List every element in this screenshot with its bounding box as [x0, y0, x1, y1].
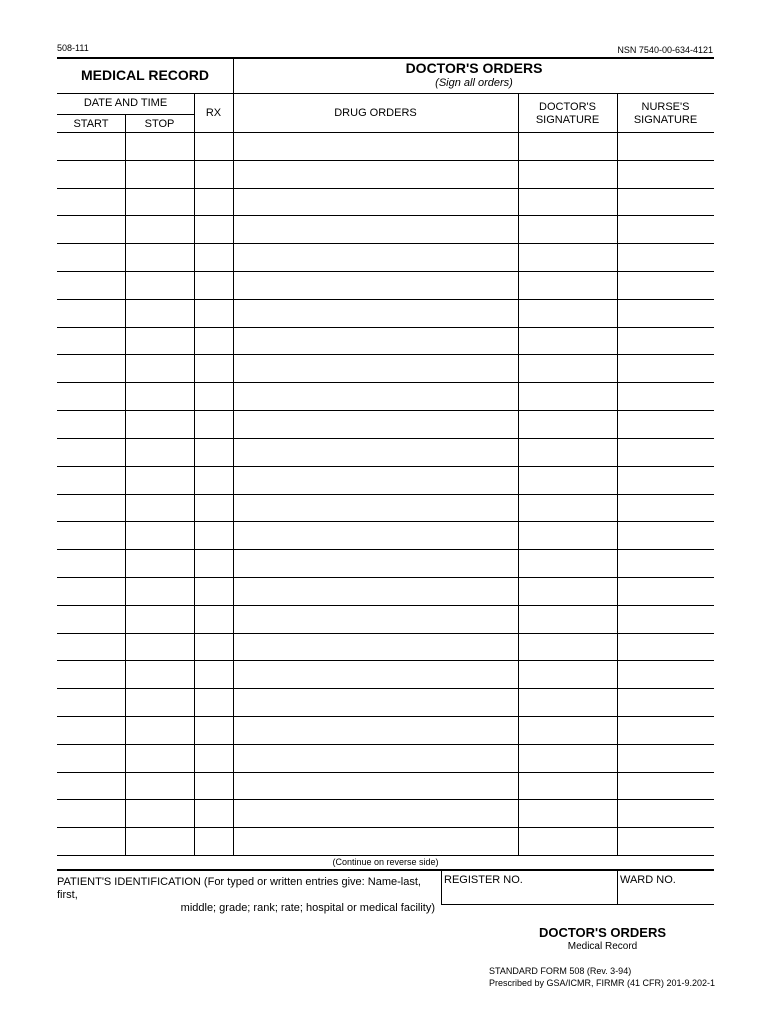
start-header: START: [73, 118, 109, 130]
page-title: DOCTOR'S ORDERS: [405, 60, 543, 76]
drug-order-cell[interactable]: [233, 243, 518, 271]
rx-cell[interactable]: [194, 772, 233, 800]
rx-cell[interactable]: [194, 466, 233, 494]
continue-note: (Continue on reverse side): [332, 857, 439, 867]
stop-cell[interactable]: [125, 188, 194, 216]
drug-order-cell[interactable]: [233, 827, 518, 855]
drug-order-cell[interactable]: [233, 772, 518, 800]
col-line-rx-drug: [233, 93, 234, 855]
doctor-signature-cell[interactable]: [518, 577, 617, 605]
doctor-signature-cell[interactable]: [518, 688, 617, 716]
nurse-signature-cell[interactable]: [617, 299, 714, 327]
standard-form-line2: Prescribed by GSA/ICMR, FIRMR (41 CFR) 201-9.202-1: [489, 978, 716, 988]
start-cell[interactable]: [57, 271, 125, 299]
stop-cell[interactable]: [125, 744, 194, 772]
nurse-signature-cell[interactable]: [617, 688, 714, 716]
rx-cell[interactable]: [194, 799, 233, 827]
drug-order-cell[interactable]: [233, 160, 518, 188]
drug-order-cell[interactable]: [233, 744, 518, 772]
nurses-signature-header-line2: SIGNATURE: [633, 114, 698, 126]
doctor-signature-cell[interactable]: [518, 799, 617, 827]
doctor-signature-cell[interactable]: [518, 633, 617, 661]
nurses-signature-header-line1: NURSE'S: [641, 101, 690, 113]
doctor-signature-cell[interactable]: [518, 660, 617, 688]
footer-title: DOCTOR'S ORDERS: [538, 925, 667, 940]
doctors-signature-header-line1: DOCTOR'S: [539, 101, 596, 113]
drug-order-cell[interactable]: [233, 466, 518, 494]
rx-cell[interactable]: [194, 577, 233, 605]
start-cell[interactable]: [57, 772, 125, 800]
start-cell[interactable]: [57, 243, 125, 271]
nurse-signature-cell[interactable]: [617, 382, 714, 410]
rx-cell[interactable]: [194, 716, 233, 744]
rx-cell[interactable]: [194, 605, 233, 633]
nsn-number: NSN 7540-00-634-4121: [617, 45, 713, 55]
drug-order-cell[interactable]: [233, 716, 518, 744]
stop-cell[interactable]: [125, 716, 194, 744]
start-cell[interactable]: [57, 410, 125, 438]
start-cell[interactable]: [57, 299, 125, 327]
nurse-signature-cell[interactable]: [617, 327, 714, 355]
doctor-signature-cell[interactable]: [518, 327, 617, 355]
drug-order-cell[interactable]: [233, 660, 518, 688]
nurse-signature-cell[interactable]: [617, 660, 714, 688]
doctor-signature-cell[interactable]: [518, 521, 617, 549]
nurse-signature-cell[interactable]: [617, 438, 714, 466]
rx-cell[interactable]: [194, 688, 233, 716]
stop-cell[interactable]: [125, 605, 194, 633]
patient-identification-label: [57, 876, 435, 915]
drug-order-cell[interactable]: [233, 327, 518, 355]
stop-cell[interactable]: [125, 633, 194, 661]
nurse-signature-cell[interactable]: [617, 160, 714, 188]
drug-order-cell[interactable]: [233, 799, 518, 827]
stop-cell[interactable]: [125, 299, 194, 327]
stop-cell[interactable]: [125, 438, 194, 466]
rx-cell[interactable]: [194, 354, 233, 382]
doctor-signature-cell[interactable]: [518, 215, 617, 243]
rx-header: RX: [205, 107, 222, 119]
stop-cell[interactable]: [125, 382, 194, 410]
doctor-signature-cell[interactable]: [518, 299, 617, 327]
drug-order-cell[interactable]: [233, 438, 518, 466]
drug-order-cell[interactable]: [233, 271, 518, 299]
start-cell[interactable]: [57, 577, 125, 605]
doctor-signature-cell[interactable]: [518, 243, 617, 271]
page-subtitle: (Sign all orders): [435, 77, 513, 89]
nurse-signature-cell[interactable]: [617, 772, 714, 800]
rx-cell[interactable]: [194, 188, 233, 216]
col-line-doctor-nurse: [617, 93, 618, 855]
date-time-header: DATE AND TIME: [83, 97, 168, 109]
rx-cell[interactable]: [194, 299, 233, 327]
patient-id-line1: PATIENT'S IDENTIFICATION (For typed or written entries give: Name-last, first,: [57, 876, 421, 901]
rx-cell[interactable]: [194, 438, 233, 466]
start-cell[interactable]: [57, 132, 125, 160]
start-cell[interactable]: [57, 188, 125, 216]
stop-cell[interactable]: [125, 660, 194, 688]
drug-order-cell[interactable]: [233, 605, 518, 633]
nurses-signature-header: [617, 101, 714, 127]
start-cell[interactable]: [57, 549, 125, 577]
patient-box-top: [57, 869, 714, 871]
col-line-stop-rx: [194, 93, 195, 855]
start-cell[interactable]: [57, 521, 125, 549]
doctor-signature-cell[interactable]: [518, 494, 617, 522]
rx-cell[interactable]: [194, 494, 233, 522]
col-line-drug-doctor: [518, 93, 519, 855]
stop-cell[interactable]: [125, 271, 194, 299]
start-cell[interactable]: [57, 160, 125, 188]
stop-cell[interactable]: [125, 494, 194, 522]
rx-cell[interactable]: [194, 215, 233, 243]
rx-cell[interactable]: [194, 827, 233, 855]
stop-cell[interactable]: [125, 799, 194, 827]
nurse-signature-cell[interactable]: [617, 188, 714, 216]
start-cell[interactable]: [57, 354, 125, 382]
start-cell[interactable]: [57, 716, 125, 744]
nurse-signature-cell[interactable]: [617, 577, 714, 605]
standard-form-line1: STANDARD FORM 508 (Rev. 3-94): [489, 966, 632, 976]
header-bottom-border: [57, 93, 714, 94]
doctor-signature-cell[interactable]: [518, 772, 617, 800]
doctor-signature-cell[interactable]: [518, 132, 617, 160]
start-cell[interactable]: [57, 215, 125, 243]
rx-cell[interactable]: [194, 160, 233, 188]
start-cell[interactable]: [57, 327, 125, 355]
doctor-signature-cell[interactable]: [518, 549, 617, 577]
form-number: 508-111: [57, 43, 89, 53]
nurse-signature-cell[interactable]: [617, 466, 714, 494]
stop-cell[interactable]: [125, 160, 194, 188]
stop-cell[interactable]: [125, 327, 194, 355]
start-cell[interactable]: [57, 494, 125, 522]
register-number-label[interactable]: REGISTER NO.: [444, 874, 523, 886]
doctors-signature-header: [518, 101, 617, 127]
drug-order-cell[interactable]: [233, 382, 518, 410]
rx-cell[interactable]: [194, 382, 233, 410]
rx-cell[interactable]: [194, 660, 233, 688]
footer-subtitle: Medical Record: [567, 941, 638, 952]
rx-cell[interactable]: [194, 521, 233, 549]
ward-box-left: [617, 870, 618, 905]
start-cell[interactable]: [57, 466, 125, 494]
patient-id-line2: middle; grade; rank; rate; hospital or medical facility): [180, 902, 435, 914]
doctor-signature-cell[interactable]: [518, 827, 617, 855]
stop-cell[interactable]: [125, 132, 194, 160]
start-cell[interactable]: [57, 633, 125, 661]
doctor-signature-cell[interactable]: [518, 466, 617, 494]
nurse-signature-cell[interactable]: [617, 132, 714, 160]
nurse-signature-cell[interactable]: [617, 633, 714, 661]
start-cell[interactable]: [57, 660, 125, 688]
doctor-signature-cell[interactable]: [518, 744, 617, 772]
nurse-signature-cell[interactable]: [617, 549, 714, 577]
doctor-signature-cell[interactable]: [518, 160, 617, 188]
doctor-signature-cell[interactable]: [518, 354, 617, 382]
nurse-signature-cell[interactable]: [617, 799, 714, 827]
row-line: [57, 855, 714, 856]
drug-order-cell[interactable]: [233, 410, 518, 438]
start-cell[interactable]: [57, 799, 125, 827]
drug-order-cell[interactable]: [233, 188, 518, 216]
rx-cell[interactable]: [194, 132, 233, 160]
doctor-signature-cell[interactable]: [518, 438, 617, 466]
nurse-signature-cell[interactable]: [617, 271, 714, 299]
doctors-signature-header-line2: SIGNATURE: [535, 114, 600, 126]
doctor-signature-cell[interactable]: [518, 271, 617, 299]
nurse-signature-cell[interactable]: [617, 521, 714, 549]
header-top-border: [57, 57, 714, 59]
standard-form-info: [489, 965, 715, 989]
stop-cell[interactable]: [125, 772, 194, 800]
nurse-signature-cell[interactable]: [617, 243, 714, 271]
stop-cell[interactable]: [125, 577, 194, 605]
drug-order-cell[interactable]: [233, 577, 518, 605]
drug-order-cell[interactable]: [233, 549, 518, 577]
doctor-signature-cell[interactable]: [518, 188, 617, 216]
drug-order-cell[interactable]: [233, 215, 518, 243]
drug-order-cell[interactable]: [233, 132, 518, 160]
register-ward-bottom: [441, 904, 714, 905]
nurse-signature-cell[interactable]: [617, 215, 714, 243]
stop-cell[interactable]: [125, 215, 194, 243]
stop-cell[interactable]: [125, 410, 194, 438]
register-box-left: [441, 870, 442, 905]
nurse-signature-cell[interactable]: [617, 410, 714, 438]
drug-order-cell[interactable]: [233, 633, 518, 661]
stop-cell[interactable]: [125, 549, 194, 577]
drug-orders-header: DRUG ORDERS: [334, 107, 417, 119]
drug-order-cell[interactable]: [233, 521, 518, 549]
drug-order-cell[interactable]: [233, 688, 518, 716]
rx-cell[interactable]: [194, 271, 233, 299]
rx-cell[interactable]: [194, 744, 233, 772]
doctor-signature-cell[interactable]: [518, 716, 617, 744]
stop-cell[interactable]: [125, 827, 194, 855]
stop-cell[interactable]: [125, 521, 194, 549]
drug-order-cell[interactable]: [233, 354, 518, 382]
start-cell[interactable]: [57, 688, 125, 716]
ward-number-label[interactable]: WARD NO.: [620, 874, 676, 886]
stop-cell[interactable]: [125, 688, 194, 716]
nurse-signature-cell[interactable]: [617, 744, 714, 772]
rx-cell[interactable]: [194, 410, 233, 438]
medical-record-title: MEDICAL RECORD: [80, 67, 210, 83]
drug-order-cell[interactable]: [233, 494, 518, 522]
start-cell[interactable]: [57, 744, 125, 772]
rx-cell[interactable]: [194, 327, 233, 355]
nurse-signature-cell[interactable]: [617, 354, 714, 382]
doctor-signature-cell[interactable]: [518, 382, 617, 410]
doctor-signature-cell[interactable]: [518, 605, 617, 633]
rx-cell[interactable]: [194, 633, 233, 661]
stop-header: STOP: [144, 118, 175, 130]
col-line-start-stop: [125, 114, 126, 855]
start-cell[interactable]: [57, 382, 125, 410]
nurse-signature-cell[interactable]: [617, 827, 714, 855]
stop-cell[interactable]: [125, 354, 194, 382]
drug-order-cell[interactable]: [233, 299, 518, 327]
stop-cell[interactable]: [125, 243, 194, 271]
nurse-signature-cell[interactable]: [617, 494, 714, 522]
rx-cell[interactable]: [194, 243, 233, 271]
start-cell[interactable]: [57, 438, 125, 466]
start-cell[interactable]: [57, 605, 125, 633]
nurse-signature-cell[interactable]: [617, 716, 714, 744]
nurse-signature-cell[interactable]: [617, 605, 714, 633]
start-cell[interactable]: [57, 827, 125, 855]
doctor-signature-cell[interactable]: [518, 410, 617, 438]
stop-cell[interactable]: [125, 466, 194, 494]
rx-cell[interactable]: [194, 549, 233, 577]
